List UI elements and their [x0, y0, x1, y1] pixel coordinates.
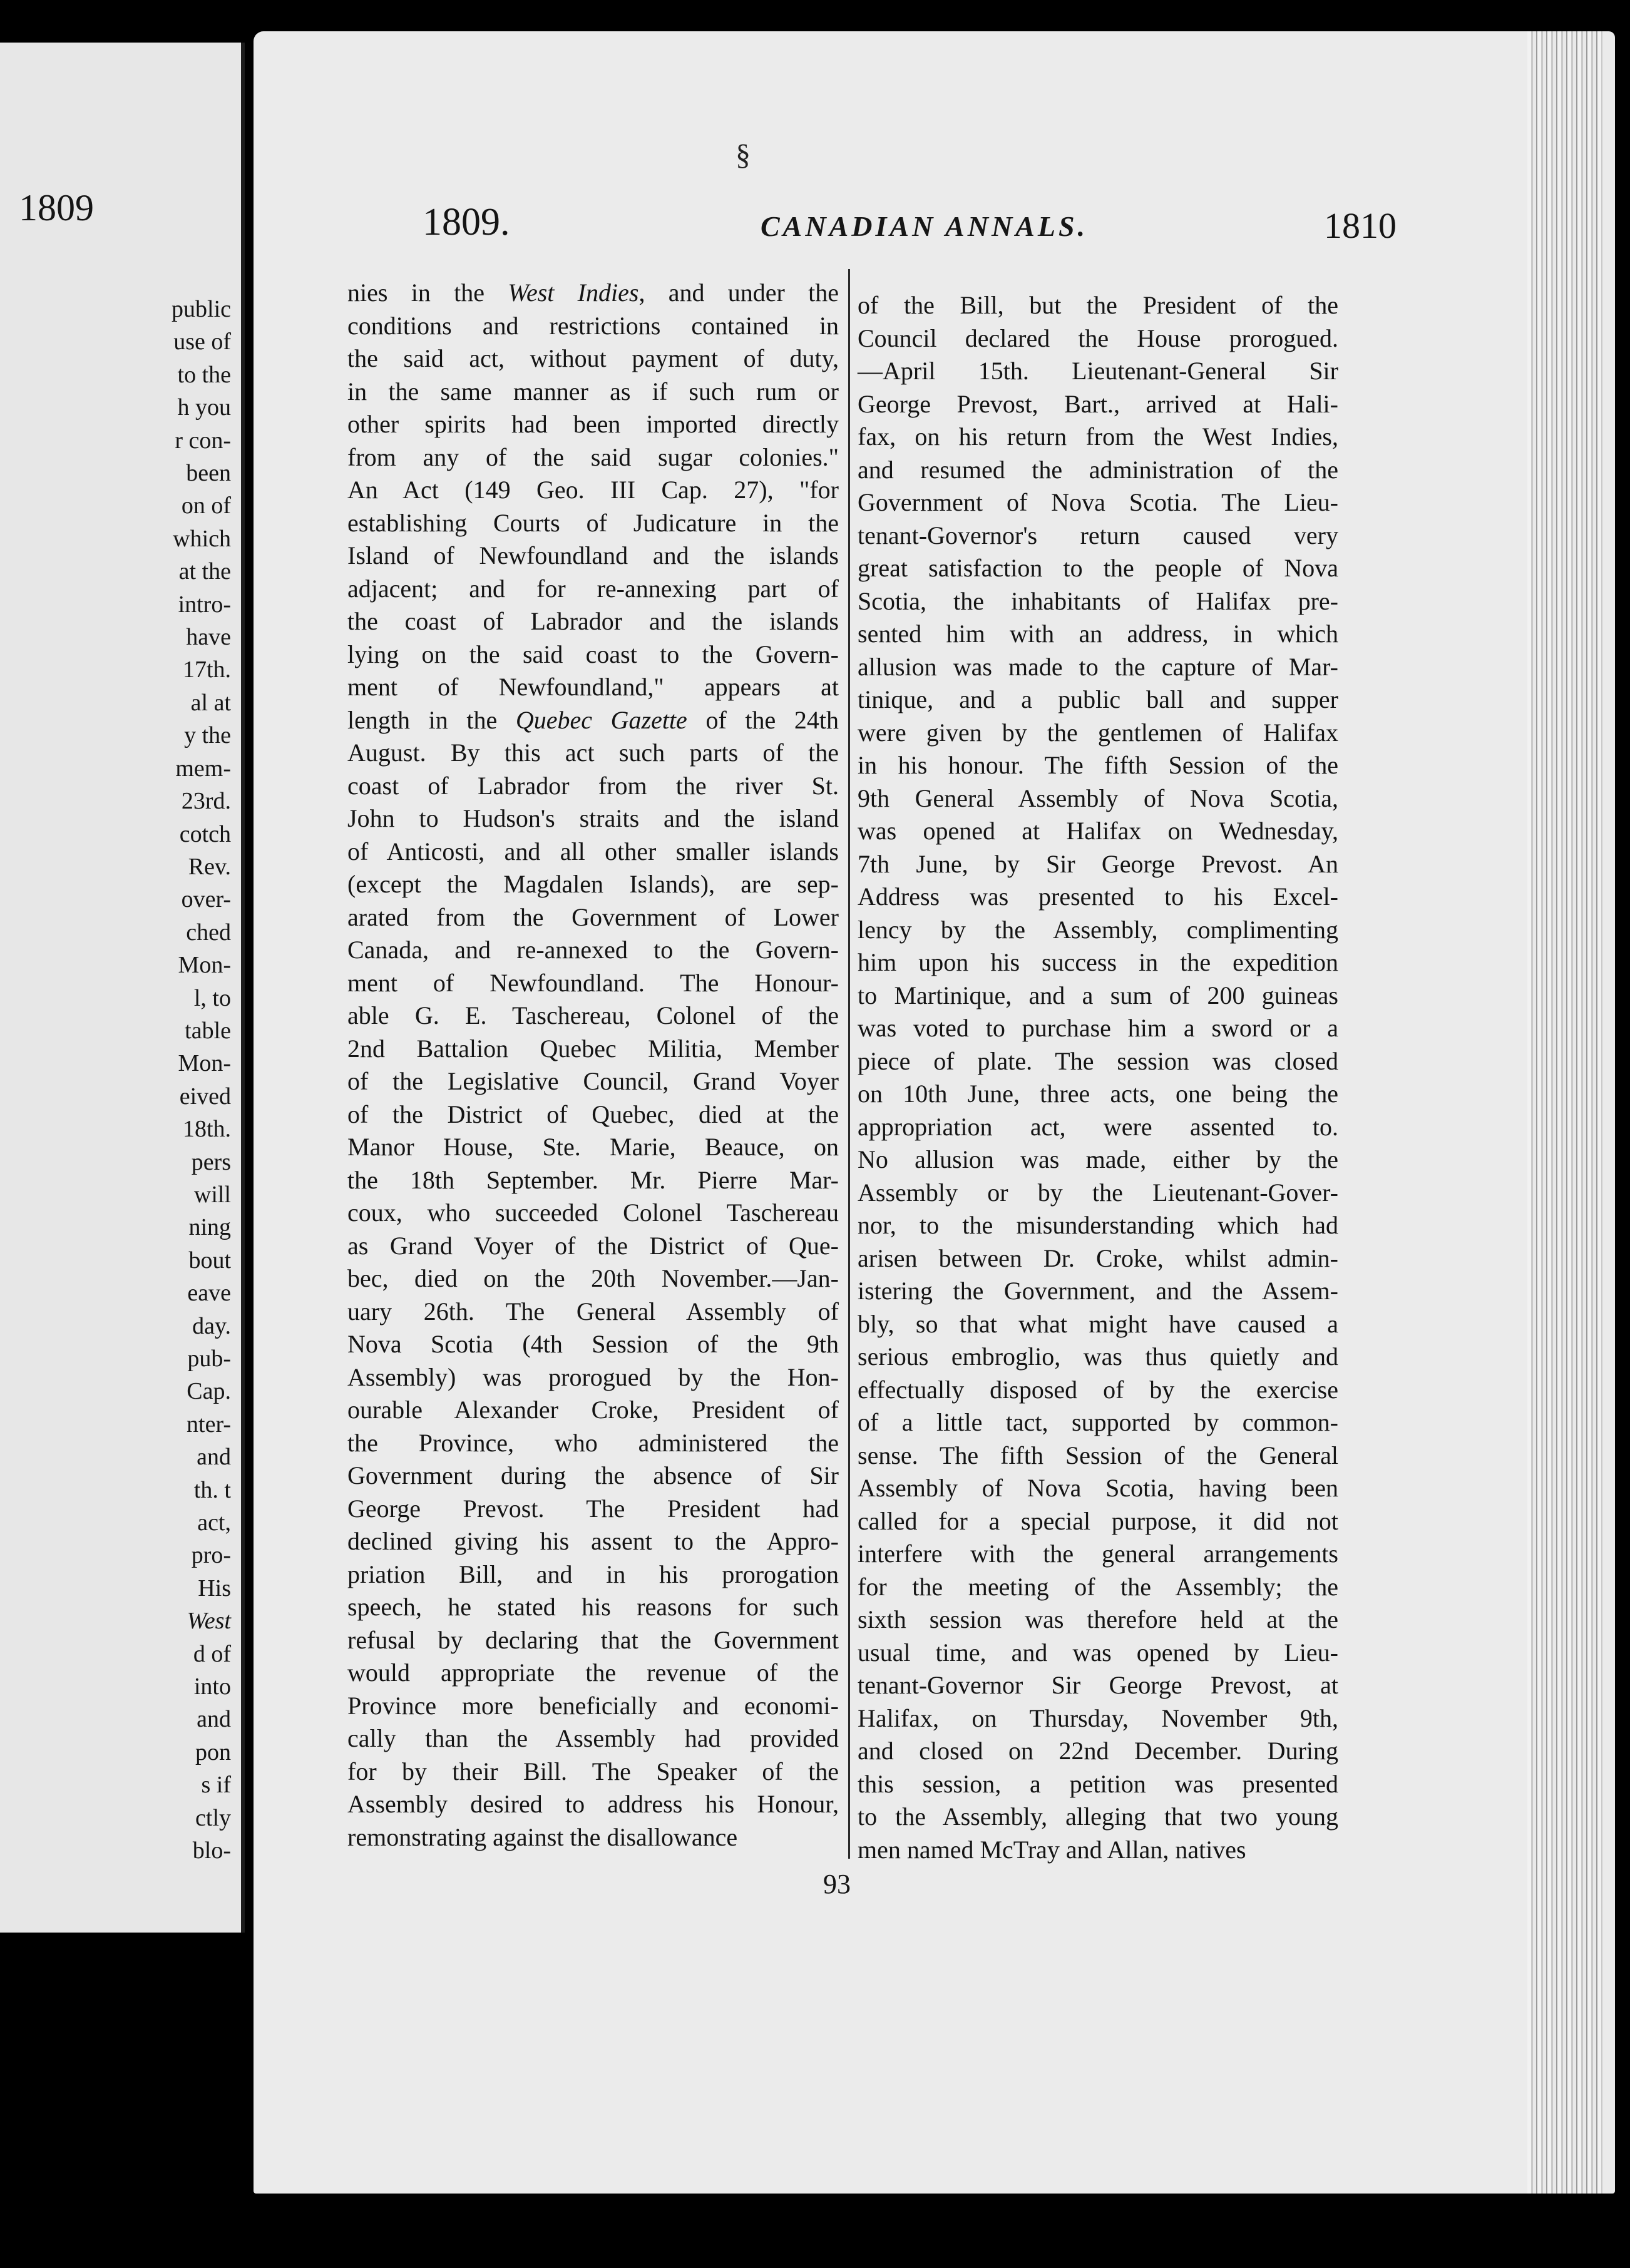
text-line: adjacent; and for re-annexing part of	[347, 574, 839, 603]
facing-page-fragment: and	[197, 1706, 231, 1733]
text-line: to Martinique, and a sum of 200 guineas	[858, 981, 1338, 1009]
facing-page-fragment: ning	[188, 1214, 231, 1241]
text-line: for by their Bill. The Speaker of the	[347, 1757, 839, 1785]
facing-page-fragment: Mon-	[178, 952, 231, 979]
facing-page-fragment: been	[186, 460, 231, 487]
text-line: Manor House, Ste. Marie, Beauce, on	[347, 1133, 839, 1161]
text-line: effectually disposed of by the exercise	[858, 1375, 1338, 1404]
text-line: the said act, without payment of duty,	[347, 344, 839, 372]
text-line: ment of Newfoundland. The Honour-	[347, 968, 839, 997]
text-line: of a little tact, supported by common-	[858, 1408, 1338, 1436]
text-line: fax, on his return from the West Indies,	[858, 422, 1338, 451]
text-line: istering the Government, and the Assem-	[858, 1277, 1338, 1305]
facing-page-text-fragments	[172, 293, 231, 1867]
text-line: of Anticosti, and all other smaller islands	[347, 837, 839, 866]
facing-page-fragment: West	[187, 1608, 231, 1635]
text-line: of the District of Quebec, died at the	[347, 1100, 839, 1128]
text-line: interfere with the general arrangements	[858, 1540, 1338, 1568]
text-line: Province more beneficially and economi-	[347, 1691, 839, 1720]
facing-page-fragment: y the	[184, 722, 231, 749]
text-line: in the same manner as if such rum or	[347, 377, 839, 406]
text-line: declined giving his assent to the Appro-	[347, 1527, 839, 1555]
text-line: George Prevost, Bart., arrived at Hali-	[858, 389, 1338, 418]
text-line: Assembly of Nova Scotia, having been	[858, 1474, 1338, 1502]
text-line: was opened at Halifax on Wednesday,	[858, 817, 1338, 845]
facing-page-fragment: d of	[193, 1640, 231, 1667]
text-line: were given by the gentlemen of Halifax	[858, 718, 1338, 747]
text-line: speech, he stated his reasons for such	[347, 1593, 839, 1621]
facing-page-fragment: ctly	[195, 1804, 231, 1831]
text-line: uary 26th. The General Assembly of	[347, 1297, 839, 1326]
facing-page-fragment: al at	[190, 689, 231, 716]
text-line: men named McTray and Allan, natives	[858, 1835, 1246, 1864]
text-line: Assembly or by the Lieutenant-Gover-	[858, 1178, 1338, 1207]
text-line: him upon his success in the expedition	[858, 948, 1338, 976]
text-line: 9th General Assembly of Nova Scotia,	[858, 784, 1338, 812]
text-line: priation Bill, and in his prorogation	[347, 1560, 839, 1588]
text-line: No allusion was made, either by the	[858, 1145, 1338, 1173]
facing-page-fragment: l, to	[193, 984, 231, 1011]
text-line: remonstrating against the disallowance	[347, 1822, 738, 1851]
facing-page-fragment: th. t	[193, 1476, 231, 1503]
text-line: 7th June, by Sir George Prevost. An	[858, 849, 1338, 878]
text-line: sense. The fifth Session of the General	[858, 1441, 1338, 1469]
text-line: as Grand Voyer of the District of Que-	[347, 1231, 839, 1260]
text-line: bec, died on the 20th November.—Jan-	[347, 1264, 839, 1292]
text-column-right	[858, 289, 1338, 1866]
text-line: and closed on 22nd December. During	[858, 1737, 1338, 1765]
facing-page-fragment: to the	[177, 361, 231, 388]
text-line: would appropriate the revenue of the	[347, 1658, 839, 1687]
facing-page-fragment: pers	[191, 1148, 231, 1175]
text-line: Canada, and re-annexed to the Govern-	[347, 936, 839, 964]
text-line: allusion was made to the capture of Mar-	[858, 652, 1338, 681]
running-head-title: CANADIAN ANNALS.	[761, 210, 1089, 242]
text-line: for the meeting of the Assembly; the	[858, 1572, 1338, 1601]
facing-page-fragment: act,	[197, 1509, 231, 1536]
text-line: appropriation act, were assented to.	[858, 1112, 1338, 1141]
text-line: An Act (149 Geo. III Cap. 27), "for	[347, 476, 839, 504]
facing-page-fragment: His	[198, 1575, 231, 1601]
text-line: tenant-Governor's return caused very	[858, 521, 1338, 549]
text-line: arated from the Government of Lower	[347, 902, 839, 931]
facing-page	[0, 43, 245, 1933]
facing-page-fragment: table	[185, 1017, 231, 1044]
text-line: able G. E. Taschereau, Colonel of the	[347, 1001, 839, 1029]
facing-page-fragment: Mon-	[178, 1050, 231, 1077]
text-line: Halifax, on Thursday, November 9th,	[858, 1704, 1338, 1732]
text-column-left	[347, 277, 839, 1854]
facing-page-fragment: 23rd.	[181, 788, 231, 815]
facing-page-fragment: h you	[177, 394, 231, 421]
facing-page-fragment: nter-	[187, 1411, 231, 1438]
text-line: establishing Courts of Judicature in the	[347, 508, 839, 537]
text-line: lying on the said coast to the Govern-	[347, 640, 839, 668]
text-line: piece of plate. The session was closed	[858, 1046, 1338, 1075]
text-line: usual time, and was opened by Lieu-	[858, 1638, 1338, 1667]
facing-page-fragment: over-	[181, 886, 231, 913]
text-line: and resumed the administration of the	[858, 455, 1338, 484]
text-line: this session, a petition was presented	[858, 1769, 1338, 1798]
facing-page-fragment: use of	[173, 329, 231, 355]
text-line: Address was presented to his Excel-	[858, 882, 1338, 911]
text-line: in his honour. The fifth Session of the	[858, 751, 1338, 779]
facing-page-fragment: into	[193, 1673, 231, 1700]
text-line: —April 15th. Lieutenant-General Sir	[858, 357, 1338, 385]
text-line: the Province, who administered the	[347, 1428, 839, 1457]
text-line: 2nd Battalion Quebec Militia, Member	[347, 1034, 839, 1063]
running-head-year-right: 1810	[1324, 205, 1397, 246]
text-line: nor, to the misunderstanding which had	[858, 1211, 1338, 1239]
facing-page-fragment: intro-	[178, 591, 231, 618]
text-line: Island of Newfoundland and the islands	[347, 541, 839, 570]
column-divider	[848, 269, 850, 1859]
text-line: other spirits had been imported directly	[347, 410, 839, 438]
printer-mark: §	[736, 138, 751, 171]
facing-page-fragment: 17th.	[182, 656, 231, 683]
text-line: ment of Newfoundland," appears at	[347, 673, 839, 701]
facing-page-fragment: and	[197, 1444, 231, 1471]
text-line: Assembly desired to address his Honour,	[347, 1790, 839, 1818]
facing-page-fragment: pub-	[187, 1346, 231, 1372]
facing-page-fragment: at the	[178, 558, 231, 585]
text-line: was voted to purchase him a sword or a	[858, 1014, 1338, 1042]
facing-page-fragment: pro-	[191, 1542, 231, 1569]
text-line: cally than the Assembly had provided	[347, 1724, 839, 1752]
text-line: Scotia, the inhabitants of Halifax pre-	[858, 586, 1338, 615]
facing-page-fragment: eave	[187, 1280, 231, 1307]
facing-page-fragment: 18th.	[182, 1116, 231, 1143]
facing-page-fragment: day.	[192, 1312, 231, 1339]
text-line: the 18th September. Mr. Pierre Mar-	[347, 1165, 839, 1194]
facing-page-fragment: mem-	[175, 755, 231, 782]
text-line: George Prevost. The President had	[347, 1494, 839, 1523]
facing-page-fragment: which	[173, 525, 231, 552]
text-line: serious embroglio, was thus quietly and	[858, 1342, 1338, 1371]
facing-page-fragment: pon	[195, 1739, 231, 1765]
facing-page-fragment: Rev.	[188, 853, 231, 880]
text-line: nies in the West Indies, and under the	[347, 278, 839, 307]
text-line: bly, so that what might have caused a	[858, 1309, 1338, 1338]
text-line: to the Assembly, alleging that two young	[858, 1802, 1338, 1831]
text-line: Council declared the House prorogued.	[858, 324, 1338, 352]
text-line: from any of the said sugar colonies."	[347, 442, 839, 471]
facing-page-fragment: eived	[179, 1083, 231, 1110]
facing-page-year: 1809	[19, 187, 94, 228]
facing-page-fragment: bout	[188, 1247, 231, 1274]
facing-page-fragment: blo-	[192, 1837, 231, 1864]
facing-page-fragment: public	[172, 296, 231, 322]
facing-page-fragment: ched	[186, 919, 231, 946]
book-page-edges	[1527, 31, 1602, 2194]
text-line: Government of Nova Scotia. The Lieu-	[858, 488, 1338, 516]
running-head-year-left: 1809.	[423, 201, 510, 243]
text-line: ourable Alexander Croke, President of	[347, 1396, 839, 1424]
facing-page-fragment: have	[186, 624, 231, 651]
text-line: lency by the Assembly, complimenting	[858, 915, 1338, 944]
text-line: sixth session was therefore held at the	[858, 1605, 1338, 1633]
text-line: length in the Quebec Gazette of the 24th	[347, 705, 839, 734]
text-line: of the Bill, but the President of the	[858, 291, 1338, 319]
text-line: tenant-Governor Sir George Prevost, at	[858, 1671, 1338, 1699]
facing-page-fragment: will	[193, 1181, 231, 1208]
text-line: Government during the absence of Sir	[347, 1461, 839, 1489]
page-number: 93	[823, 1869, 851, 1899]
text-line: tinique, and a public ball and supper	[858, 685, 1338, 713]
text-line: coast of Labrador from the river St.	[347, 771, 839, 800]
book-page	[254, 31, 1615, 2194]
facing-page-fragment: Cap.	[187, 1378, 231, 1405]
text-line: great satisfaction to the people of Nova	[858, 554, 1338, 582]
facing-page-fragment: s if	[201, 1772, 231, 1799]
text-line: John to Hudson's straits and the island	[347, 804, 839, 832]
text-line: called for a special purpose, it did not	[858, 1506, 1338, 1535]
text-line: sented him with an address, in which	[858, 620, 1338, 648]
facing-page-fragment: on of	[181, 493, 231, 519]
text-line: on 10th June, three acts, one being the	[858, 1080, 1338, 1108]
text-line: Assembly) was prorogued by the Hon-	[347, 1362, 839, 1391]
text-line: refusal by declaring that the Government	[347, 1625, 839, 1654]
facing-page-fragment: r con-	[175, 427, 231, 454]
text-line: Nova Scotia (4th Session of the 9th	[347, 1330, 839, 1358]
text-line: (except the Magdalen Islands), are sep-	[347, 870, 839, 898]
text-line: arisen between Dr. Croke, whilst admin-	[858, 1244, 1338, 1272]
text-line: conditions and restrictions contained in	[347, 311, 839, 340]
text-line: of the Legislative Council, Grand Voyer	[347, 1067, 839, 1095]
text-line: August. By this act such parts of the	[347, 738, 839, 767]
text-line: coux, who succeeded Colonel Taschereau	[347, 1198, 839, 1227]
text-line: the coast of Labrador and the islands	[347, 607, 839, 635]
facing-page-fragment: cotch	[179, 820, 231, 847]
